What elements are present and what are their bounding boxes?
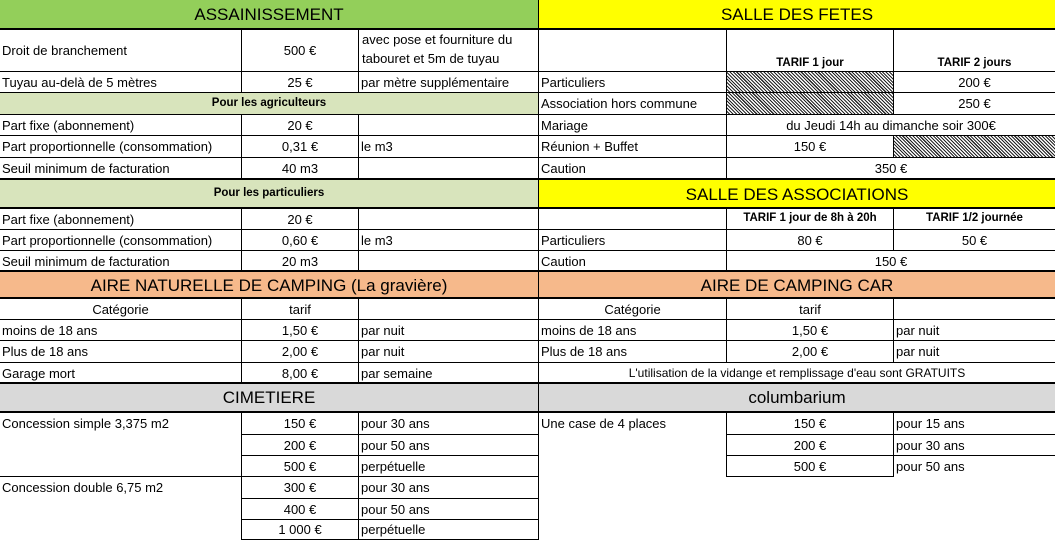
grid-line bbox=[358, 29, 359, 93]
cimetiere-note: perpétuelle bbox=[361, 458, 426, 474]
part-row-label: Seuil minimum de facturation bbox=[2, 253, 170, 269]
salle-fetes-caution-value: 350 € bbox=[874, 160, 908, 176]
assainissement-row-label: Droit de branchement bbox=[2, 42, 128, 58]
columbarium-note: pour 50 ans bbox=[896, 458, 965, 474]
camping-row-label: moins de 18 ans bbox=[2, 322, 98, 338]
agri-row-label: Part fixe (abonnement) bbox=[2, 117, 135, 133]
grid-line bbox=[0, 178, 1055, 180]
agri-row-note: le m3 bbox=[361, 139, 393, 154]
camping-car-header-tarif: tarif bbox=[799, 301, 821, 317]
grid-line bbox=[358, 299, 359, 383]
part-row-label: Part proportionnelle (consommation) bbox=[2, 232, 213, 248]
camping-car-row-label: moins de 18 ans bbox=[541, 322, 637, 338]
grid-line bbox=[0, 71, 1055, 72]
cimetiere-price: 300 € bbox=[283, 480, 317, 495]
grid-line bbox=[893, 299, 894, 363]
grid-line bbox=[358, 209, 359, 271]
agri-row-label: Part proportionnelle (consommation) bbox=[2, 139, 213, 154]
salle-fetes-reunion: Réunion + Buffet bbox=[541, 139, 638, 154]
grid-line bbox=[538, 0, 539, 540]
grid-line bbox=[0, 340, 1055, 341]
salle-assoc-particuliers: Particuliers bbox=[541, 232, 606, 248]
salle-assoc-caution: Caution bbox=[541, 253, 586, 269]
grid-line bbox=[727, 476, 894, 477]
camping-row-label: Plus de 18 ans bbox=[2, 344, 89, 359]
grid-line bbox=[242, 519, 538, 520]
agri-row-price: 20 € bbox=[287, 117, 313, 133]
salle-fetes-col1: TARIF 1 jour bbox=[776, 56, 844, 69]
salle-assoc-particuliers-t1: 80 € bbox=[797, 232, 823, 248]
salle-assoc-particuliers-t2: 50 € bbox=[961, 232, 988, 248]
cimetiere-price: 500 € bbox=[283, 458, 317, 474]
cimetiere-price: 150 € bbox=[283, 416, 317, 431]
camping-row-note: par semaine bbox=[361, 365, 433, 381]
salle-fetes-caution: Caution bbox=[541, 160, 586, 176]
columbarium-note: pour 30 ans bbox=[896, 437, 965, 453]
assainissement-row-note: par mètre supplémentaire bbox=[361, 74, 510, 90]
part-row-price: 20 m3 bbox=[281, 253, 319, 269]
grid-line bbox=[893, 413, 894, 477]
camping-row-note: par nuit bbox=[361, 344, 405, 359]
salle-fetes-hors-commune-t2: 250 € bbox=[958, 96, 991, 111]
grid-line bbox=[241, 413, 242, 540]
part-row-note: le m3 bbox=[361, 232, 393, 248]
camping-row-price: 1,50 € bbox=[281, 322, 319, 338]
grid-line bbox=[726, 29, 727, 179]
salle-fetes-title: SALLE DES FETES bbox=[539, 0, 1055, 29]
grid-line bbox=[0, 411, 1055, 413]
cimetiere-simple-label: Concession simple 3,375 m2 bbox=[2, 416, 169, 431]
cimetiere-title: CIMETIERE bbox=[0, 384, 538, 411]
salle-assoc-caution-value: 150 € bbox=[874, 253, 908, 269]
grid-line bbox=[0, 319, 1055, 320]
grid-line bbox=[0, 250, 1055, 251]
salle-fetes-particuliers-t2: 200 € bbox=[958, 74, 991, 90]
grid-line bbox=[893, 136, 894, 158]
camping-car-title: AIRE DE CAMPING CAR bbox=[539, 272, 1055, 298]
grid-line bbox=[0, 114, 1055, 115]
grid-line bbox=[0, 382, 1055, 384]
grid-line bbox=[0, 207, 1055, 209]
grid-line bbox=[893, 209, 894, 251]
columbarium-price: 200 € bbox=[793, 437, 827, 453]
grid-line bbox=[726, 299, 727, 363]
grid-line bbox=[0, 362, 1055, 363]
part-row-price: 0,60 € bbox=[281, 232, 319, 248]
assainissement-title: ASSAINISSEMENT bbox=[0, 0, 538, 29]
columbarium-note: pour 15 ans bbox=[896, 416, 965, 431]
camping-car-row-price: 1,50 € bbox=[791, 322, 829, 338]
assainissement-row-label: Tuyau au-delà de 5 mètres bbox=[2, 74, 157, 90]
grid-line bbox=[0, 157, 1055, 158]
hatched-cell bbox=[727, 72, 893, 92]
camping-car-header-cat: Catégorie bbox=[604, 301, 661, 317]
camping-car-footer: L'utilisation de la vidange et remplissage d'eau sont GRATUITS bbox=[628, 366, 966, 380]
salle-fetes-hors-commune: Association hors commune bbox=[541, 96, 698, 111]
part-row-label: Part fixe (abonnement) bbox=[2, 211, 135, 227]
camping-car-row-price: 2,00 € bbox=[791, 344, 829, 359]
agri-row-price: 0,31 € bbox=[281, 139, 319, 154]
agriculteurs-subtitle: Pour les agriculteurs bbox=[0, 93, 538, 114]
cimetiere-price: 400 € bbox=[283, 501, 317, 517]
assainissement-row-price: 25 € bbox=[287, 74, 313, 90]
grid-line bbox=[0, 297, 1055, 299]
salle-fetes-col2: TARIF 2 jours bbox=[937, 56, 1012, 69]
grid-line bbox=[0, 28, 1055, 30]
grid-line bbox=[0, 476, 538, 477]
salle-fetes-particuliers: Particuliers bbox=[541, 74, 606, 90]
cimetiere-note: pour 30 ans bbox=[361, 416, 430, 431]
grid-line bbox=[727, 434, 1055, 435]
grid-line bbox=[0, 229, 1055, 230]
assainissement-row-price: 500 € bbox=[283, 42, 317, 58]
particuliers-subtitle: Pour les particuliers bbox=[0, 180, 538, 208]
salle-assoc-col2: TARIF 1/2 journée bbox=[926, 212, 1023, 225]
grid-line bbox=[241, 209, 242, 271]
hatched-cell bbox=[894, 136, 1055, 157]
columbarium-price: 150 € bbox=[793, 416, 827, 431]
cimetiere-price: 200 € bbox=[283, 437, 317, 453]
cimetiere-double-label: Concession double 6,75 m2 bbox=[2, 480, 164, 495]
grid-line bbox=[726, 209, 727, 271]
camping-row-price: 2,00 € bbox=[281, 344, 319, 359]
columbarium-label: Une case de 4 places bbox=[541, 416, 667, 431]
salle-fetes-reunion-t1: 150 € bbox=[793, 139, 827, 154]
grid-line bbox=[241, 299, 242, 383]
grid-line bbox=[241, 29, 242, 93]
grid-line bbox=[242, 455, 538, 456]
grid-line bbox=[0, 270, 1055, 272]
grid-line bbox=[242, 434, 538, 435]
part-row-price: 20 € bbox=[287, 211, 313, 227]
agri-row-price: 40 m3 bbox=[281, 160, 319, 176]
grid-line bbox=[727, 455, 1055, 456]
salle-fetes-mariage: Mariage bbox=[541, 117, 588, 133]
agri-row-label: Seuil minimum de facturation bbox=[2, 160, 170, 176]
hatched-cell bbox=[727, 93, 893, 114]
grid-line bbox=[242, 539, 538, 540]
camping-row-label: Garage mort bbox=[2, 365, 75, 381]
camping-header-tarif: tarif bbox=[289, 301, 311, 317]
cimetiere-note: pour 50 ans bbox=[361, 501, 430, 517]
cimetiere-note: pour 50 ans bbox=[361, 437, 430, 453]
grid-line bbox=[241, 115, 242, 179]
camping-title: AIRE NATURELLE DE CAMPING (La gravière) bbox=[0, 272, 538, 298]
columbarium-title: columbarium bbox=[539, 384, 1055, 411]
camping-car-row-note: par nuit bbox=[896, 344, 940, 359]
grid-line bbox=[0, 92, 1055, 93]
camping-row-note: par nuit bbox=[361, 322, 405, 338]
salle-associations-title: SALLE DES ASSOCIATIONS bbox=[539, 180, 1055, 208]
salle-assoc-col1: TARIF 1 jour de 8h à 20h bbox=[743, 212, 877, 225]
camping-car-row-label: Plus de 18 ans bbox=[541, 344, 628, 359]
camping-car-row-note: par nuit bbox=[896, 322, 940, 338]
assainissement-row-note: avec pose et fourniture du tabouret et 5m de tuyau bbox=[362, 32, 513, 66]
cimetiere-note: perpétuelle bbox=[361, 522, 426, 537]
grid-line bbox=[358, 115, 359, 179]
cimetiere-note: pour 30 ans bbox=[361, 480, 430, 495]
columbarium-price: 500 € bbox=[793, 458, 827, 474]
grid-line bbox=[242, 498, 538, 499]
cimetiere-price: 1 000 € bbox=[278, 522, 322, 537]
grid-line bbox=[358, 413, 359, 540]
grid-line bbox=[893, 29, 894, 115]
grid-line bbox=[0, 135, 1055, 136]
salle-fetes-mariage-value: du Jeudi 14h au dimanche soir 300€ bbox=[786, 117, 996, 133]
camping-header-cat: Catégorie bbox=[92, 301, 149, 317]
grid-line bbox=[726, 413, 727, 477]
camping-row-price: 8,00 € bbox=[281, 365, 319, 381]
